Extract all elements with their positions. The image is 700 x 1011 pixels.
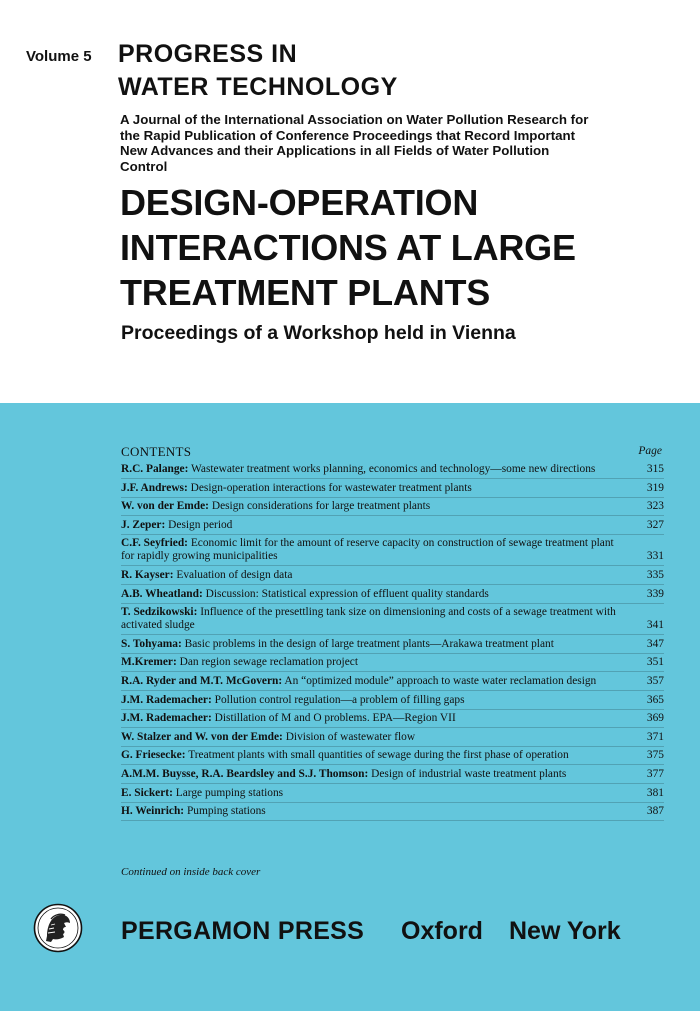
entry-title: Basic problems in the design of large treatment plants—Arakawa treatment plant — [184, 637, 554, 650]
entry-page-number: 377 — [646, 767, 664, 780]
entry-author: T. Sedzikowski: — [121, 606, 198, 619]
contents-entry — [121, 638, 664, 651]
entry-page-number: 375 — [646, 749, 664, 762]
contents-entry — [121, 482, 664, 495]
entry-page-number: 369 — [646, 712, 664, 725]
entry-page-number: 335 — [646, 568, 664, 581]
entry-page-number: 381 — [646, 786, 664, 799]
entry-author: W. Stalzer and W. von der Emde: — [121, 730, 283, 743]
entry-page-number: 387 — [646, 805, 664, 818]
contents-entry — [121, 768, 664, 781]
entry-author: A.M.M. Buysse, R.A. Beardsley and S.J. Thomson: — [121, 767, 369, 780]
entry-author: R. Kayser: — [121, 568, 174, 581]
contents-entry — [121, 569, 664, 582]
entry-title: Large pumping stations — [175, 786, 284, 799]
contents-entry — [121, 500, 664, 513]
entry-title: Design period — [168, 518, 233, 531]
contents-entry — [121, 694, 664, 707]
entry-author: C.F. Seyfried: — [121, 537, 188, 550]
entry-title: Design-operation interactions for wastewater treatment plants — [190, 481, 472, 494]
contents-heading: CONTENTS — [121, 444, 192, 459]
entry-author: J.M. Rademacher: — [121, 712, 212, 725]
entry-author: S. Tohyama: — [121, 637, 182, 650]
contents-entry — [121, 588, 664, 601]
publisher-city-new-york: New York — [509, 917, 621, 945]
pergamon-athena-head-icon — [33, 903, 83, 953]
book-title-line2: INTERACTIONS AT LARGE — [120, 227, 576, 268]
journal-description: A Journal of the International Association on Water Pollution Research for the Rapid Publication of Conference Proceedings that Record Important New Advances and their Applications in all Fields of Water Pollution Control — [120, 112, 589, 174]
entry-page-number: 331 — [646, 550, 664, 563]
entry-page-number: 351 — [646, 656, 664, 669]
entry-page-number: 319 — [646, 481, 664, 494]
publisher-city-oxford: Oxford — [401, 917, 483, 945]
book-title-line1: DESIGN-OPERATION — [120, 182, 479, 223]
entry-page-number: 371 — [646, 730, 664, 743]
entry-page-number: 327 — [646, 518, 664, 531]
contents-entry — [121, 675, 664, 688]
page-column-heading: Page — [638, 445, 662, 457]
series-title-line1: PROGRESS IN — [118, 40, 298, 68]
entry-title: Design considerations for large treatment plants — [211, 500, 431, 513]
entry-title: Division of wastewater flow — [285, 730, 416, 743]
contents-entry — [121, 712, 664, 725]
entry-author: J.F. Andrews: — [121, 481, 188, 494]
publisher-name: PERGAMON PRESS — [121, 917, 365, 945]
entry-author: R.A. Ryder and M.T. McGovern: — [121, 674, 283, 687]
entry-title: Influence of the presettling tank size on dimensioning and costs of a sewage treatment with activated sludge — [121, 606, 616, 632]
contents-entry — [121, 656, 664, 669]
entry-title: Distillation of M and O problems. EPA—Region VII — [214, 712, 456, 725]
contents-entry — [121, 463, 664, 476]
entry-title: Pollution control regulation—a problem of filling gaps — [214, 693, 465, 706]
entry-title: Dan region sewage reclamation project — [179, 656, 358, 669]
volume-label: Volume 5 — [26, 48, 92, 65]
entry-title: Treatment plants with small quantities of sewage during the first phase of operation — [188, 749, 569, 762]
contents-entry — [121, 731, 664, 744]
contents-entry — [121, 537, 664, 563]
entry-page-number: 357 — [646, 674, 664, 687]
entry-title: Wastewater treatment works planning, economics and technology—some new directions — [191, 463, 596, 475]
entry-author: G. Friesecke: — [121, 749, 186, 762]
entry-author: W. von der Emde: — [121, 500, 209, 513]
entry-author: E. Sickert: — [121, 786, 173, 799]
entry-page-number: 315 — [646, 463, 664, 475]
series-title-line2: WATER TECHNOLOGY — [118, 73, 398, 101]
entry-title: Design of industrial waste treatment plants — [371, 767, 567, 780]
continued-note: Continued on inside back cover — [121, 866, 261, 878]
contents-entry — [121, 519, 664, 532]
book-subtitle: Proceedings of a Workshop held in Vienna — [121, 322, 516, 344]
entry-author: J.M. Rademacher: — [121, 693, 212, 706]
entry-author: M.Kremer: — [121, 656, 177, 669]
entry-page-number: 339 — [646, 587, 664, 600]
book-title-line3: TREATMENT PLANTS — [120, 272, 491, 313]
contents-entry — [121, 606, 664, 632]
contents-entry — [121, 805, 664, 818]
entry-title: Pumping stations — [186, 805, 266, 818]
entry-author: H. Weinrich: — [121, 805, 185, 818]
entry-title: Evaluation of design data — [176, 568, 293, 581]
entry-page-number: 341 — [646, 619, 664, 632]
entry-author: A.B. Wheatland: — [121, 587, 203, 600]
contents-list — [121, 463, 664, 824]
contents-entry — [121, 787, 664, 800]
book-title — [120, 180, 576, 315]
series-title — [118, 38, 398, 104]
entry-author: R.C. Palange: — [121, 463, 189, 475]
contents-entry — [121, 749, 664, 762]
entry-page-number: 347 — [646, 637, 664, 650]
entry-title: Discussion: Statistical expression of effluent quality standards — [205, 587, 489, 600]
entry-title: An “optimized module” approach to waste water reclamation design — [284, 674, 597, 687]
entry-title: Economic limit for the amount of reserve capacity on construction of sewage treatment plant for rapidly growing municipalities — [121, 537, 614, 563]
entry-author: J. Zeper: — [121, 518, 166, 531]
entry-page-number: 365 — [646, 693, 664, 706]
entry-page-number: 323 — [646, 500, 664, 513]
